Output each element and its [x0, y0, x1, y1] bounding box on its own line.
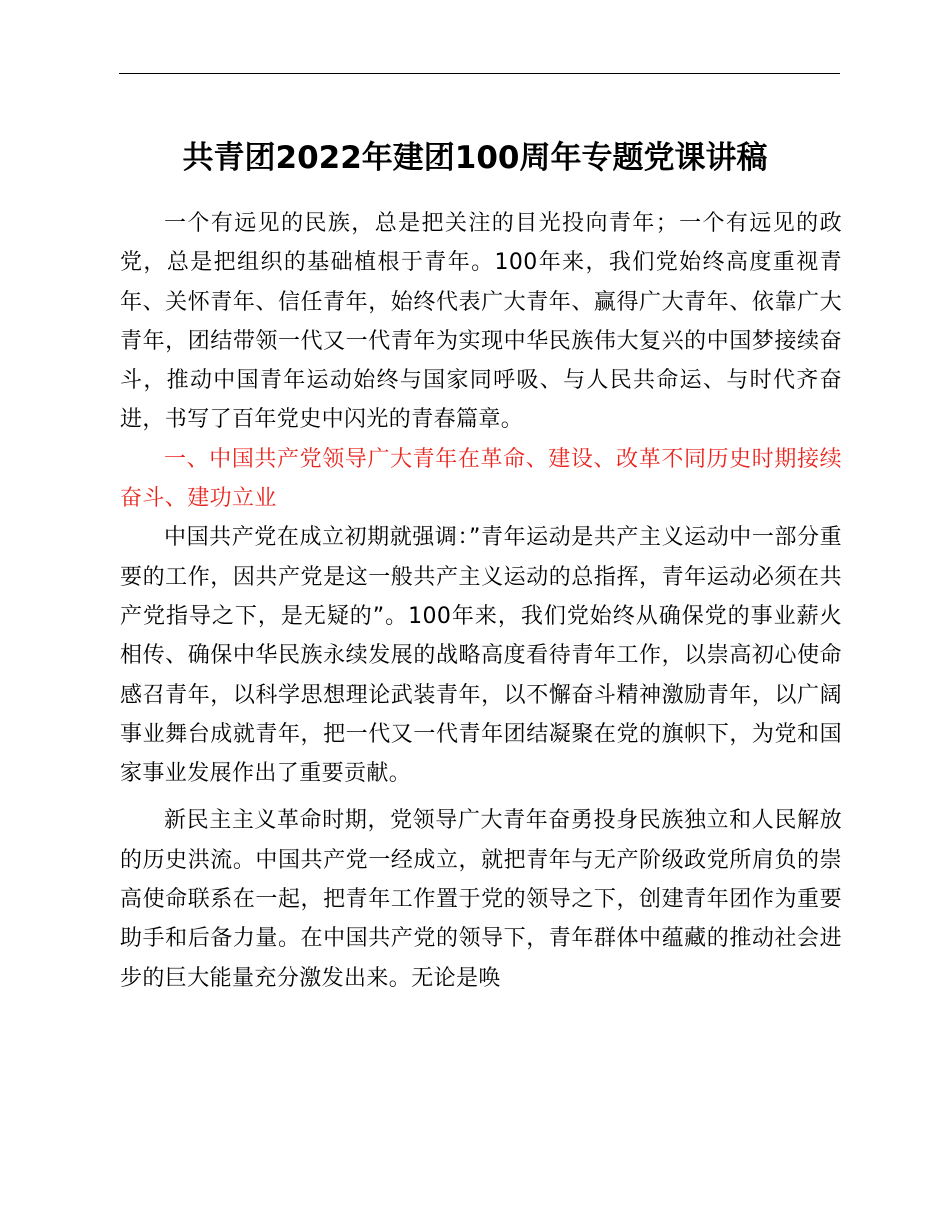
intro-paragraph: 一个有远见的民族，总是把关注的目光投向青年；一个有远见的政党，总是把组织的基础植根于青年。100年来，我们党始终高度重视青年、关怀青年、信任青年，始终代表广大青年、赢得广大青年、依靠广大青年，团结带领一代又一代青年为实现中华民族伟大复兴的中国梦接续奋斗，推动中国青年运动始终与国家同呼吸、与人民共命运、与时代齐奋进，书写了百年党史中闪光的青春篇章。	[120, 211, 842, 433]
document-title: 共青团2022年建团100周年专题党课讲稿	[182, 140, 768, 176]
section-heading-1: 一、中国共产党领导广大青年在革命、建设、改革不同历史时期接续奋斗、建功立业	[120, 446, 842, 512]
header-rule	[119, 73, 840, 74]
document-body	[120, 204, 842, 998]
body-paragraph-1: 中国共产党在成立初期就强调：”青年运动是共产主义运动中一部分重要的工作，因共产党是这一般共产主义运动的总指挥，青年运动必须在共产党指导之下，是无疑的”。100年来，我们党始终从确保党的事业薪火相传、确保中华民族永续发展的战略高度看待青年工作，以崇高初心使命感召青年，以科学思想理论武装青年，以不懈奋斗精神激励青年，以广阔事业舞台成就青年，把一代又一代青年团结凝聚在党的旗帜下，为党和国家事业发展作出了重要贡献。	[120, 525, 842, 787]
body-paragraph-2: 新民主主义革命时期，党领导广大青年奋勇投身民族独立和人民解放的历史洪流。中国共产党一经成立，就把青年与无产阶级政党所肩负的崇高使命联系在一起，把青年工作置于党的领导之下，创建青年团作为重要助手和后备力量。在中国共产党的领导下，青年群体中蕴藏的推动社会进步的巨大能量充分激发出来。无论是唤	[120, 808, 842, 991]
